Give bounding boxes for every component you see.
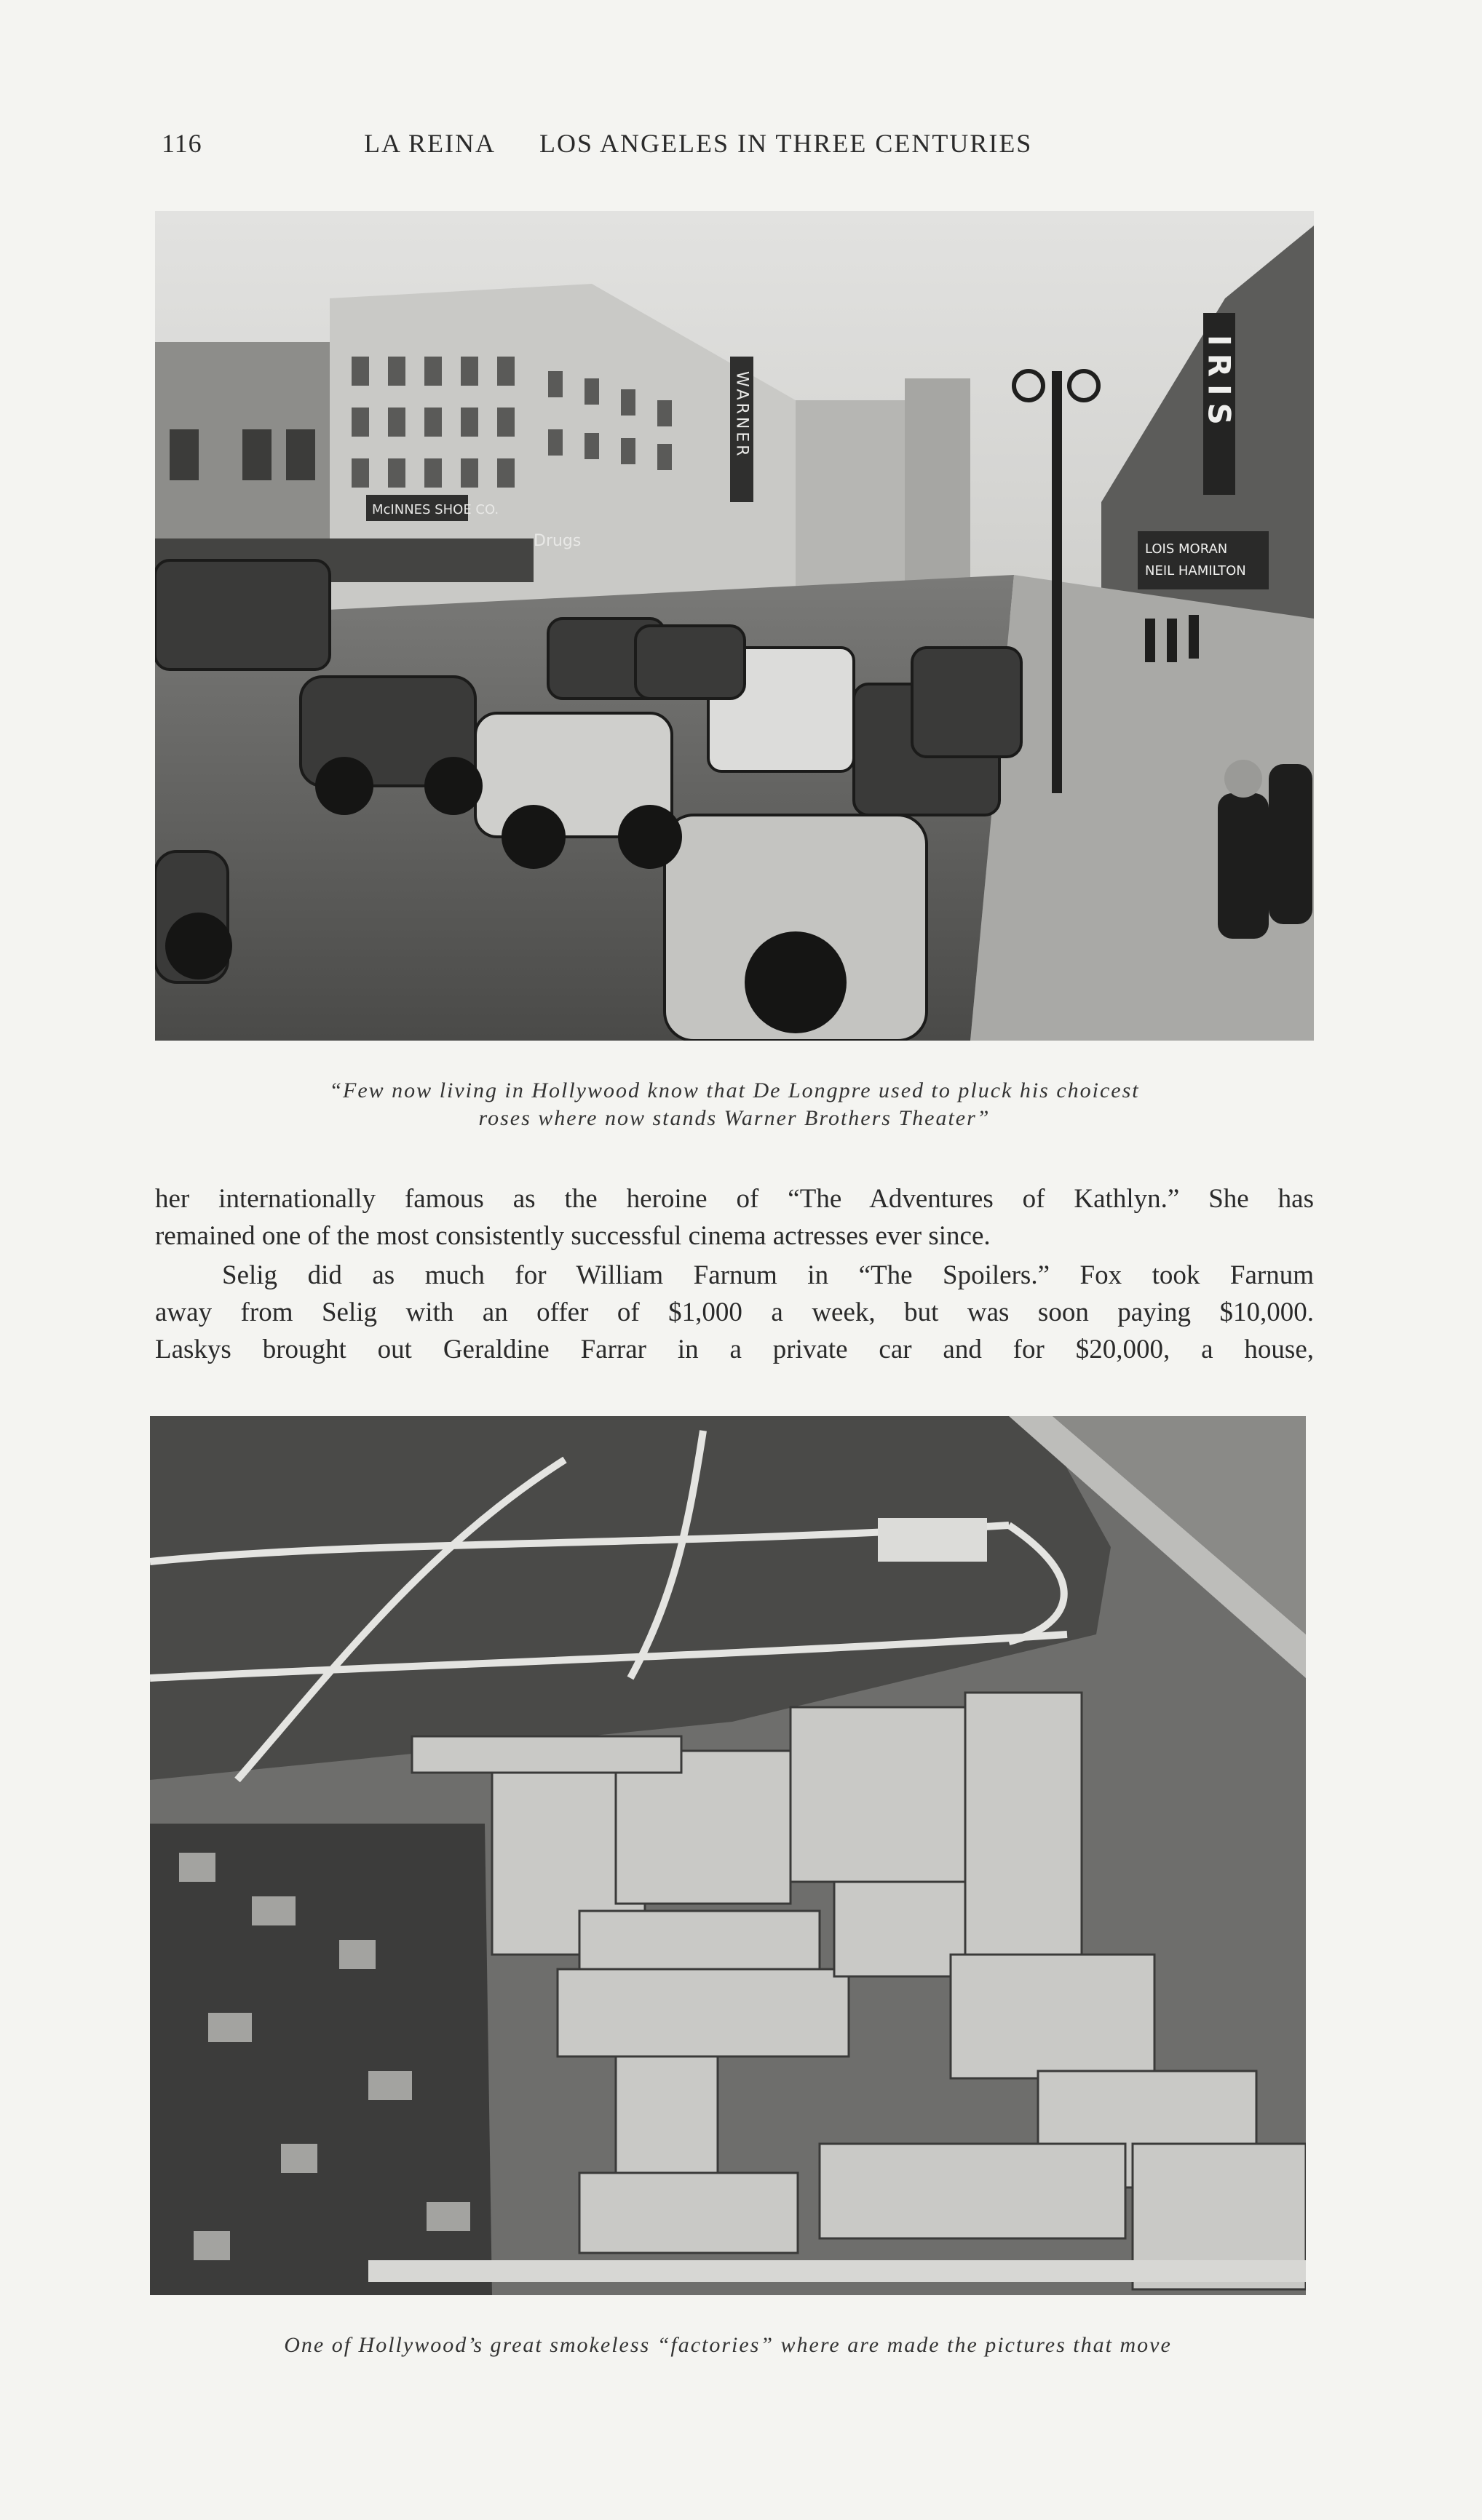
estate-house: [878, 1518, 987, 1562]
street-scene-photo: [155, 211, 1314, 1041]
warner-sign: WARNER: [732, 371, 751, 459]
page-number: 116: [162, 129, 202, 158]
top-caption-line-1: “Few now living in Hollywood know that De Longpre used to pluck his choicest: [329, 1078, 1140, 1102]
text-line: Selig did as much for William Farnum in “The Spoilers.” Fox took Farnum: [222, 1260, 1314, 1290]
top-photo-caption: [155, 1077, 1314, 1132]
running-head-title: LOS ANGELES IN THREE CENTURIES: [539, 129, 1033, 158]
lower-street: [368, 2260, 1306, 2282]
drugs-sign: Drugs: [534, 532, 582, 550]
top-caption-line-2: roses where now stands Warner Brothers Theater”: [478, 1106, 991, 1130]
text-line: Laskys brought out Geraldine Farrar in a private car and for $20,000, a house,: [155, 1335, 1314, 1364]
bottom-photo-caption: One of Hollywood’s great smokeless “factories” where are made the pictures that move: [284, 2333, 1172, 2357]
iris-sign: IRIS: [1201, 335, 1237, 432]
text-line: remained one of the most consistently successful cinema actresses ever since.: [155, 1221, 991, 1251]
paragraph-1: [155, 1180, 1314, 1255]
text-line: away from Selig with an offer of $1,000 a week, but was soon paying $10,000.: [155, 1297, 1314, 1327]
marquee-line-2: NEIL HAMILTON: [1145, 563, 1246, 579]
text-line: her internationally famous as the heroine of “The Adventures of Kathlyn.” She has: [155, 1184, 1314, 1214]
shoe-store-sign: McINNES SHOE CO.: [372, 502, 499, 517]
running-head: [364, 128, 1032, 159]
lamp-post: [1052, 371, 1062, 793]
marquee-line-1: LOIS MORAN: [1145, 541, 1228, 557]
paragraph-2: [155, 1257, 1314, 1368]
running-head-part: LA REINA: [364, 129, 496, 158]
aerial-studio-photo: [150, 1416, 1306, 2295]
